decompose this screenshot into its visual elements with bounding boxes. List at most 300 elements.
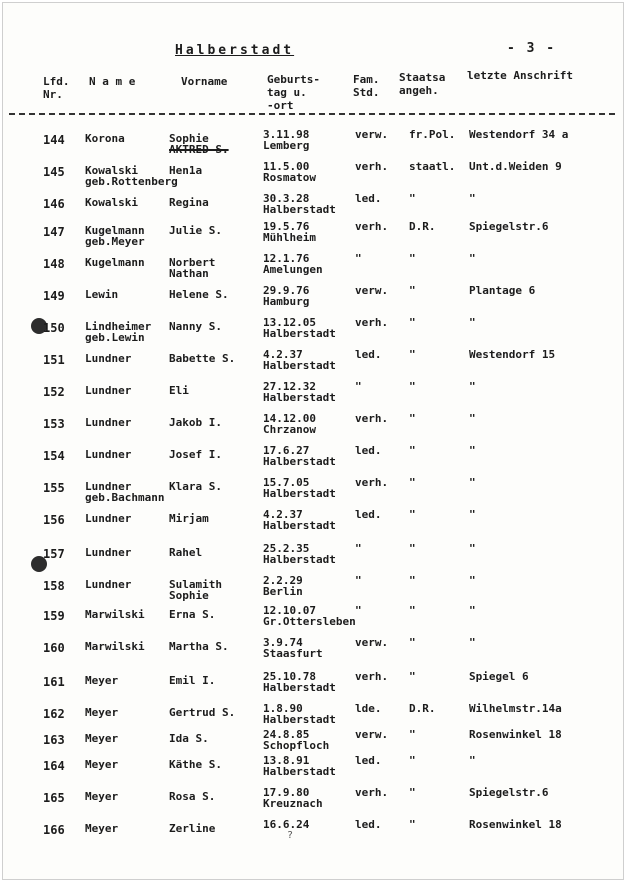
surname (85, 733, 118, 744)
birth-date-place (263, 575, 303, 597)
nationality-line1: " (409, 348, 416, 361)
table-row (3, 575, 623, 605)
last-address-line1: " (469, 444, 476, 457)
last-address-line1: " (469, 192, 476, 205)
nationality (409, 703, 436, 714)
surname-line1: Meyer (85, 822, 119, 835)
given-name (169, 257, 215, 279)
nationality-line1: " (409, 754, 416, 767)
row-number (43, 643, 65, 654)
nationality-line1: " (409, 412, 416, 425)
row-number-line1: 150 (43, 321, 65, 335)
row-number-line1: 156 (43, 513, 65, 527)
table-row (3, 413, 623, 443)
col-header-geburtstag: Geburts- tag u. -ort (267, 73, 320, 112)
surname-line1: Lundner (85, 480, 132, 493)
nationality-line1: " (409, 636, 416, 649)
marital-status-line1: verh. (355, 412, 389, 425)
birth-date-place-line1: 30.3.28 (263, 192, 310, 205)
surname-line1: Meyer (85, 674, 119, 687)
birth-date-place-line1: 17.9.80 (263, 786, 310, 799)
given-name-line1: Ida S. (169, 732, 209, 745)
birth-date-place-line2: Schopfloch (263, 739, 330, 752)
row-number (43, 483, 65, 494)
table-row (3, 477, 623, 507)
row-number-line1: 161 (43, 675, 65, 689)
table-row (3, 285, 623, 315)
birth-date-place-line2: Kreuznach (263, 797, 323, 810)
birth-date-place-line1: 1.8.90 (263, 702, 303, 715)
row-number-line1: 149 (43, 289, 65, 303)
surname (85, 225, 145, 247)
surname-line1: Meyer (85, 706, 119, 719)
nationality-line1: " (409, 192, 416, 205)
marital-status-line1: lde. (355, 702, 382, 715)
given-name-line1: Rahel (169, 546, 203, 559)
surname-line1: Marwilski (85, 608, 145, 621)
marital-status-line1: led. (355, 444, 382, 457)
nationality (409, 445, 416, 456)
page-title: Halberstadt (175, 43, 295, 58)
nationality (409, 671, 416, 682)
row-number (43, 761, 65, 772)
birth-date-place (263, 193, 336, 215)
nationality (409, 381, 416, 392)
col-header-staatsangeh: Staatsa angeh. (399, 71, 446, 97)
given-name (169, 707, 235, 718)
given-name (169, 133, 229, 155)
birth-date-place (263, 221, 316, 243)
birth-date-place (263, 729, 329, 751)
nationality-line1: " (409, 316, 416, 329)
marital-status (355, 253, 362, 264)
birth-date-place-line2: Halberstadt (263, 455, 336, 468)
last-address (469, 381, 476, 392)
nationality (409, 161, 455, 172)
nationality-line1: D.R. (409, 220, 436, 233)
last-address (469, 755, 476, 766)
nationality-line1: fr.Pol. (409, 128, 456, 141)
row-number (43, 419, 65, 430)
marital-status (355, 637, 388, 648)
last-address-line1: " (469, 316, 476, 329)
nationality (409, 787, 416, 798)
row-number-line1: 153 (43, 417, 65, 431)
surname-line1: Lundner (85, 546, 132, 559)
marital-status-line1: led. (355, 754, 382, 767)
row-number (43, 291, 65, 302)
given-name-line1: Mirjam (169, 512, 209, 525)
marital-status-line1: led. (355, 348, 382, 361)
given-name (169, 823, 215, 834)
birth-date-place-line2: Mühlheim (263, 231, 316, 244)
register-table (3, 3, 623, 879)
surname-line1: Lundner (85, 512, 132, 525)
marital-status (355, 129, 388, 140)
given-name (169, 759, 222, 770)
birth-date-place-line1: 12.10.07 (263, 604, 316, 617)
marital-status (355, 285, 388, 296)
given-name-line1: Nanny S. (169, 320, 222, 333)
given-name-line1: Julie S. (169, 224, 222, 237)
row-number-line1: 160 (43, 641, 65, 655)
last-address (469, 543, 476, 554)
nationality (409, 477, 416, 488)
given-name-line2: Nathan (169, 267, 209, 280)
marital-status-line1: led. (355, 508, 382, 521)
last-address-line1: " (469, 380, 476, 393)
last-address (469, 509, 476, 520)
given-name-line1: Babette S. (169, 352, 236, 365)
birth-date-place (263, 161, 316, 183)
marital-status (355, 317, 388, 328)
row-number (43, 355, 65, 366)
marital-status-line1: " (355, 380, 362, 393)
nationality-line1: " (409, 542, 416, 555)
surname (85, 759, 118, 770)
given-name (169, 733, 209, 744)
col-header-fam-std: Fam. Std. (353, 73, 380, 99)
given-name-line1: Erna S. (169, 608, 216, 621)
last-address (469, 703, 562, 714)
table-row (3, 787, 623, 817)
nationality (409, 755, 416, 766)
birth-date-place (263, 349, 336, 371)
table-row (3, 161, 623, 191)
birth-date-place-line2: Halberstadt (263, 203, 336, 216)
col-header-name: N a m e (89, 75, 136, 88)
marital-status (355, 543, 362, 554)
given-name (169, 609, 215, 620)
row-number (43, 451, 65, 462)
birth-date-place-line2: Staasfurt (263, 647, 323, 660)
marital-status-line1: verw. (355, 128, 389, 141)
last-address (469, 819, 562, 830)
row-number-line1: 148 (43, 257, 65, 271)
marital-status (355, 703, 382, 714)
table-row (3, 819, 623, 849)
birth-date-place-line2: Berlin (263, 585, 303, 598)
surname-line1: Marwilski (85, 640, 145, 653)
nationality (409, 349, 416, 360)
surname-line1: Lundner (85, 578, 132, 591)
given-name (169, 579, 222, 601)
row-number-line1: 144 (43, 133, 65, 147)
birth-date-place-line1: 3.11.98 (263, 128, 310, 141)
birth-date-place-line2: Amelungen (263, 263, 323, 276)
marital-status (355, 161, 388, 172)
birth-date-place-line2: Rosmatow (263, 171, 316, 184)
birth-date-place-line2: Gr.Ottersleben (263, 615, 356, 628)
birth-date-place (263, 253, 323, 275)
nationality (409, 285, 416, 296)
birth-date-place (263, 285, 309, 307)
surname (85, 257, 145, 268)
row-number (43, 323, 65, 334)
row-number (43, 387, 65, 398)
row-number-line1: 146 (43, 197, 65, 211)
last-address (469, 221, 548, 232)
last-address (469, 253, 476, 264)
given-name-line1: Eli (169, 384, 189, 397)
given-name-line1: Regina (169, 196, 209, 209)
page-number: - 3 - (507, 41, 557, 56)
surname (85, 133, 125, 144)
given-name (169, 481, 222, 492)
birth-date-place (263, 129, 309, 151)
birth-date-place (263, 703, 336, 725)
birth-date-place-line2: Halberstadt (263, 359, 336, 372)
row-number-line1: 163 (43, 733, 65, 747)
nationality-line1: " (409, 476, 416, 489)
last-address-line1: Plantage 6 (469, 284, 536, 297)
birth-date-place (263, 637, 323, 659)
row-number (43, 581, 65, 592)
given-name (169, 417, 222, 428)
marital-status-line1: " (355, 574, 362, 587)
row-number (43, 259, 65, 270)
last-address-line1: " (469, 636, 476, 649)
given-name (169, 675, 215, 686)
given-name-line1: Rosa S. (169, 790, 216, 803)
marital-status (355, 671, 388, 682)
birth-date-place (263, 477, 336, 499)
given-name-line1: Sulamith (169, 578, 222, 591)
surname (85, 609, 145, 620)
row-number (43, 825, 65, 836)
last-address-line1: Unt.d.Weiden 9 (469, 160, 562, 173)
document-page (2, 2, 624, 880)
marital-status-line1: verh. (355, 220, 389, 233)
last-address-line1: Rosenwinkel 18 (469, 818, 562, 831)
marital-status (355, 575, 362, 586)
birth-date-place (263, 317, 336, 339)
table-row (3, 221, 623, 251)
surname-line1: Lewin (85, 288, 119, 301)
given-name-line1: Emil I. (169, 674, 216, 687)
marital-status-line1: verh. (355, 476, 389, 489)
row-number (43, 735, 65, 746)
surname (85, 321, 151, 343)
marital-status-line1: led. (355, 818, 382, 831)
given-name-line1: Martha S. (169, 640, 229, 653)
given-name-line1: Gertrud S. (169, 706, 236, 719)
marital-status-line1: verw. (355, 284, 389, 297)
marital-status-line1: verh. (355, 670, 389, 683)
birth-date-place (263, 543, 336, 565)
row-number-line1: 147 (43, 225, 65, 239)
birth-date-place-line1: 2.2.29 (263, 574, 303, 587)
given-name (169, 513, 209, 524)
birth-date-place-line2: Halberstadt (263, 713, 336, 726)
table-row (3, 671, 623, 701)
marital-status-line1: " (355, 604, 362, 617)
last-address-line1: " (469, 476, 476, 489)
birth-date-place-line1: 25.2.35 (263, 542, 310, 555)
last-address (469, 477, 476, 488)
marital-status (355, 605, 362, 616)
birth-date-place-line1: 3.9.74 (263, 636, 303, 649)
surname-line1: Lundner (85, 352, 132, 365)
surname-line1: Kugelmann (85, 256, 145, 269)
row-number (43, 167, 65, 178)
marital-status-line1: " (355, 542, 362, 555)
birth-date-place-line2: Halberstadt (263, 681, 336, 694)
nationality-line1: D.R. (409, 702, 436, 715)
last-address (469, 787, 548, 798)
row-number-line1: 165 (43, 791, 65, 805)
last-address (469, 285, 535, 296)
last-address (469, 193, 476, 204)
birth-date-place-line1: 29.9.76 (263, 284, 310, 297)
last-address-line1: Spiegelstr.6 (469, 786, 549, 799)
birth-date-place-line2: Halberstadt (263, 391, 336, 404)
birth-date-place-line1: 4.2.37 (263, 348, 303, 361)
marital-status-line1: verw. (355, 636, 389, 649)
last-address (469, 729, 562, 740)
last-address-line1: Westendorf 34 a (469, 128, 569, 141)
table-row (3, 637, 623, 667)
given-name (169, 353, 235, 364)
surname-line1: Meyer (85, 790, 119, 803)
surname-line2: geb.Bachmann (85, 491, 165, 504)
nationality-line1: " (409, 444, 416, 457)
birth-date-place-line1: 4.2.37 (263, 508, 303, 521)
table-row (3, 381, 623, 411)
birth-date-place (263, 445, 336, 467)
surname (85, 513, 131, 524)
marital-status (355, 509, 382, 520)
nationality (409, 413, 416, 424)
table-row (3, 253, 623, 283)
nationality-line1: " (409, 786, 416, 799)
row-number-line1: 162 (43, 707, 65, 721)
row-number-line1: 159 (43, 609, 65, 623)
birth-date-place (263, 413, 316, 435)
surname (85, 547, 131, 558)
nationality (409, 819, 416, 830)
table-row (3, 349, 623, 379)
marital-status (355, 221, 388, 232)
last-address-line1: " (469, 542, 476, 555)
nationality-line1: " (409, 574, 416, 587)
marital-status-line1: verw. (355, 728, 389, 741)
row-number-line1: 166 (43, 823, 65, 837)
last-address-line1: " (469, 252, 476, 265)
given-name-line1: Sophie (169, 132, 209, 145)
last-address (469, 317, 476, 328)
surname (85, 481, 164, 503)
given-name-line1: Norbert (169, 256, 216, 269)
birth-date-place-line2: Halberstadt (263, 487, 336, 500)
last-address (469, 637, 476, 648)
surname (85, 289, 118, 300)
nationality-line1: " (409, 252, 416, 265)
surname-line1: Kowalski (85, 196, 138, 209)
nationality-line1: " (409, 604, 416, 617)
birth-date-place (263, 509, 336, 531)
birth-date-place-line1: 27.12.32 (263, 380, 316, 393)
table-row (3, 543, 623, 573)
birth-date-place (263, 381, 336, 403)
given-name-line1: Käthe S. (169, 758, 222, 771)
col-header-lfd-nr: Lfd. Nr. (43, 75, 70, 101)
surname (85, 791, 118, 802)
row-number-line1: 155 (43, 481, 65, 495)
surname (85, 823, 118, 834)
surname (85, 675, 118, 686)
marital-status (355, 477, 388, 488)
last-address-line1: " (469, 412, 476, 425)
birth-date-place-line2: Chrzanow (263, 423, 316, 436)
birth-date-place-line1: 16.6.24 (263, 818, 310, 831)
surname (85, 353, 131, 364)
row-number-line1: 164 (43, 759, 65, 773)
nationality-line1: staatl. (409, 160, 456, 173)
table-row (3, 129, 623, 159)
nationality-line1: " (409, 818, 416, 831)
birth-date-place (263, 671, 336, 693)
last-address-line1: Westendorf 15 (469, 348, 556, 361)
marital-status (355, 413, 388, 424)
last-address-line1: Wilhelmstr.14a (469, 702, 562, 715)
table-row (3, 193, 623, 223)
birth-date-place-line1: 24.8.85 (263, 728, 310, 741)
given-name (169, 641, 229, 652)
surname (85, 641, 145, 652)
nationality (409, 575, 416, 586)
nationality (409, 729, 416, 740)
birth-date-place (263, 787, 323, 809)
birth-date-place-line1: 12.1.76 (263, 252, 310, 265)
row-number (43, 135, 65, 146)
surname (85, 707, 118, 718)
surname-line1: Kugelmann (85, 224, 145, 237)
marital-status (355, 445, 382, 456)
given-name-line1: Josef I. (169, 448, 222, 461)
nationality (409, 193, 416, 204)
given-name-line2: Sophie (169, 589, 209, 602)
last-address (469, 445, 476, 456)
nationality-line1: " (409, 728, 416, 741)
birth-date-place-line1: 17.6.27 (263, 444, 310, 457)
nationality-line1: " (409, 284, 416, 297)
row-number (43, 709, 65, 720)
surname-line1: Korona (85, 132, 125, 145)
marital-status (355, 819, 382, 830)
table-row (3, 605, 623, 635)
row-number-line1: 157 (43, 547, 65, 561)
last-address-line1: " (469, 508, 476, 521)
nationality (409, 509, 416, 520)
surname (85, 449, 131, 460)
birth-date-place-line1: 25.10.78 (263, 670, 316, 683)
row-number-line1: 145 (43, 165, 65, 179)
nationality (409, 221, 436, 232)
birth-date-place-line1: 15.7.05 (263, 476, 310, 489)
row-number (43, 515, 65, 526)
marital-status (355, 381, 362, 392)
nationality (409, 129, 455, 140)
row-number (43, 677, 65, 688)
nationality (409, 605, 416, 616)
row-number-line1: 152 (43, 385, 65, 399)
nationality-line1: " (409, 380, 416, 393)
row-number-line1: 151 (43, 353, 65, 367)
marital-status-line1: verh. (355, 160, 389, 173)
birth-date-place-line2: Halberstadt (263, 765, 336, 778)
birth-date-place-line2: Hamburg (263, 295, 310, 308)
